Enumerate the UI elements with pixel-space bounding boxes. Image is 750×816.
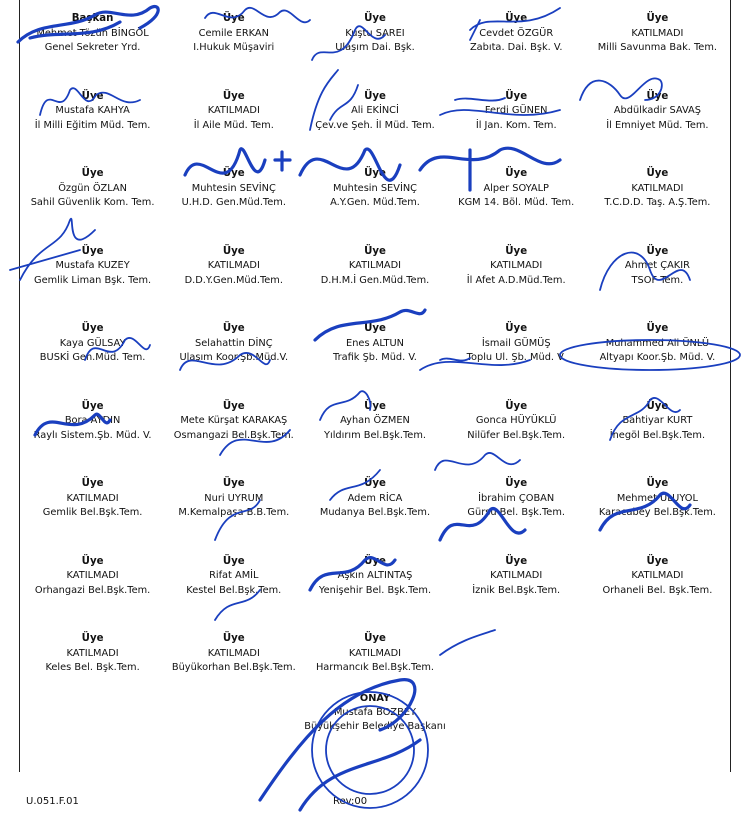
member-title: Ulaşım Koor.Şb.Müd.V. <box>179 352 289 363</box>
member-title: Mudanya Bel.Bşk.Tem. <box>319 507 431 518</box>
member-cell <box>22 90 163 168</box>
member-cell <box>304 322 445 400</box>
member-title: İl Jan. Kom. Tem. <box>475 119 557 131</box>
member-title: İl Emniyet Müd. Tem. <box>606 119 709 131</box>
member-title: Çev.ve Şeh. İl Müd. Tem. <box>315 119 435 131</box>
member-role: Üye <box>364 90 386 102</box>
member-role: Üye <box>81 323 104 334</box>
member-role: Üye <box>364 168 386 179</box>
member-cell <box>22 555 163 633</box>
member-role: Üye <box>646 555 669 567</box>
member-cell <box>587 90 728 168</box>
right-border-line <box>730 0 731 772</box>
member-role: Üye <box>646 478 669 489</box>
member-cell <box>163 245 304 323</box>
member-cell <box>587 167 728 245</box>
member-name: Cemile ERKAN <box>198 27 269 39</box>
member-name: Bora AYDIN <box>64 415 121 426</box>
member-cell <box>163 322 304 400</box>
member-name: KATILMADI <box>207 260 260 271</box>
member-cell <box>587 245 728 323</box>
member-cell <box>163 12 304 90</box>
member-name: Kuştu SAREI <box>345 27 405 39</box>
member-name: KATILMADI <box>207 105 260 116</box>
member-cell <box>163 167 304 245</box>
member-cell <box>587 477 728 555</box>
member-title: Yıldırım Bel.Bşk.Tem. <box>324 429 426 441</box>
member-cell <box>446 400 587 478</box>
member-cell <box>22 632 163 710</box>
member-name: Özgün ÖZLAN <box>58 182 127 194</box>
member-name: Muhammed Ali ÜNLÜ <box>605 337 709 349</box>
member-cell <box>163 555 304 633</box>
member-cell <box>22 400 163 478</box>
member-role: Üye <box>505 13 528 24</box>
member-role: Üye <box>222 478 245 489</box>
member-role: Üye <box>81 245 104 257</box>
member-name: KATILMADI <box>207 647 260 659</box>
member-cell <box>446 167 587 245</box>
member-role: Üye <box>222 13 245 24</box>
member-role: Üye <box>81 555 104 567</box>
member-title: Altyapı Koor.Şb. Müd. V. <box>599 352 716 363</box>
member-title: İl Afet A.D.Müd.Tem. <box>466 274 566 286</box>
member-role: Üye <box>646 168 669 179</box>
member-name: Mete Kürşat KARAKAŞ <box>180 415 288 426</box>
member-title: İl Aile Müd. Tem. <box>193 119 274 131</box>
member-name: Muhtesin SEVİNÇ <box>332 182 418 194</box>
member-title: Sahil Güvenlik Kom. Tem. <box>30 197 155 208</box>
member-role: Üye <box>81 478 104 489</box>
member-role: Üye <box>222 555 245 567</box>
member-role: Üye <box>505 323 528 334</box>
member-name: KATILMADI <box>631 570 684 581</box>
member-title: D.D.Y.Gen.Müd.Tem. <box>184 274 283 286</box>
member-title: Trafik Şb. Müd. V. <box>333 352 417 363</box>
member-name: KATILMADI <box>348 260 402 271</box>
member-role: Üye <box>364 323 386 334</box>
member-name: İsmail GÜMÜŞ <box>481 337 551 349</box>
member-role: Üye <box>222 323 245 334</box>
member-name: KATILMADI <box>631 27 684 39</box>
member-name: Muhtesin SEVİNÇ <box>191 182 276 194</box>
member-role: Üye <box>505 478 528 489</box>
member-title: Milli Savunma Bak. Tem. <box>597 42 717 53</box>
member-cell <box>587 555 728 633</box>
member-cell <box>22 477 163 555</box>
member-cell <box>304 400 445 478</box>
member-title: İl Milli Eğitim Müd. Tem. <box>34 119 151 131</box>
member-title: Gemlik Liman Bşk. Tem. <box>34 274 152 286</box>
member-role: Üye <box>646 323 669 334</box>
member-title: Orhaneli Bel. Bşk.Tem. <box>602 584 713 596</box>
left-border-line <box>19 0 20 772</box>
member-name: KATILMADI <box>348 647 402 659</box>
member-role: Başkan <box>71 13 114 24</box>
member-name: Ferdi GÜNEN <box>484 105 548 116</box>
member-cell <box>304 245 445 323</box>
member-cell <box>163 90 304 168</box>
member-title: Yenişehir Bel. Bşk.Tem. <box>318 584 432 596</box>
member-role: Üye <box>364 400 386 412</box>
member-role: Üye <box>364 555 386 567</box>
member-title: Gemlik Bel.Bşk.Tem. <box>42 507 143 518</box>
member-cell <box>163 400 304 478</box>
member-cell <box>446 555 587 633</box>
member-name: Alper SOYALP <box>483 182 549 194</box>
member-role: Üye <box>505 400 528 412</box>
member-title: BUSKİ Gen.Müd. Tem. <box>39 352 146 363</box>
member-cell <box>22 245 163 323</box>
member-role: Üye <box>222 90 245 102</box>
member-cell <box>446 12 587 90</box>
member-name: Gonca HÜYÜKLÜ <box>475 415 557 426</box>
member-role: Üye <box>364 478 386 489</box>
member-role: Üye <box>646 90 669 102</box>
member-role: Üye <box>364 633 386 644</box>
member-title: Ulaşım Dai. Bşk. <box>335 42 415 53</box>
member-title: İznik Bel.Bşk.Tem. <box>472 584 561 596</box>
member-title: Harmancık Bel.Bşk.Tem. <box>315 662 435 673</box>
member-name: Ali EKİNCİ <box>351 105 399 116</box>
member-cell <box>22 322 163 400</box>
member-name: Adem RİCA <box>347 492 403 504</box>
member-cell <box>446 477 587 555</box>
member-role: Üye <box>646 245 669 257</box>
member-cell <box>304 90 445 168</box>
form-code: U.051.F.01 <box>26 796 79 807</box>
member-name: KATILMADI <box>66 647 119 659</box>
member-cell <box>446 90 587 168</box>
member-name: Selahattin DİNÇ <box>195 337 273 349</box>
member-title: Osmangazi Bel.Bşk.Tem. <box>173 429 294 441</box>
member-name: Rifat AMİL <box>209 570 259 581</box>
member-title: Keles Bel. Bşk.Tem. <box>45 662 140 673</box>
approval-name: Mustafa BOZBEY <box>333 707 417 718</box>
member-name: KATILMADI <box>490 260 543 271</box>
member-role: Üye <box>222 245 245 257</box>
member-name: KATILMADI <box>66 570 119 581</box>
member-cell <box>446 322 587 400</box>
member-role: Üye <box>81 90 104 102</box>
approval-title: Büyükşehir Belediye Başkanı <box>304 721 446 732</box>
member-role: Üye <box>646 13 669 24</box>
member-role: Üye <box>81 168 104 179</box>
member-name: Ahmet ÇAKIR <box>624 260 690 271</box>
member-role: Üye <box>222 168 245 179</box>
member-role: Üye <box>505 168 528 179</box>
member-name: Ayhan ÖZMEN <box>340 415 410 426</box>
member-name: Nuri UYRUM <box>204 492 264 504</box>
member-title: Zabıta. Dai. Bşk. V. <box>469 42 563 53</box>
member-cell <box>22 12 163 90</box>
signature-table <box>22 12 728 710</box>
member-title: Orhangazi Bel.Bşk.Tem. <box>34 584 151 596</box>
member-title: Kestel Bel.Bşk.Tem. <box>186 584 282 596</box>
member-cell <box>587 12 728 90</box>
member-cell <box>163 477 304 555</box>
approval-block <box>230 692 520 734</box>
member-name: Cevdet ÖZGÜR <box>479 27 554 39</box>
member-name: KATILMADI <box>631 182 684 194</box>
member-title: Büyükorhan Bel.Bşk.Tem. <box>171 662 296 673</box>
member-title: T.C.D.D. Taş. A.Ş.Tem. <box>604 197 711 208</box>
member-role: Üye <box>222 400 245 412</box>
member-name: Abdülkadir SAVAŞ <box>613 105 701 116</box>
member-role: Üye <box>81 633 104 644</box>
member-name: İbrahim ÇOBAN <box>478 492 555 504</box>
member-cell <box>304 555 445 633</box>
member-name: Enes ALTUN <box>346 337 404 349</box>
member-title: KGM 14. Böl. Müd. Tem. <box>458 197 575 208</box>
member-cell <box>22 167 163 245</box>
member-title: D.H.M.İ Gen.Müd.Tem. <box>320 274 430 286</box>
member-title: Toplu Ul. Şb. Müd. V. <box>466 352 566 363</box>
member-name: Mustafa KAHYA <box>55 105 130 116</box>
member-role: Üye <box>81 400 104 412</box>
member-title: U.H.D. Gen.Müd.Tem. <box>181 197 286 208</box>
member-name: KATILMADI <box>490 570 543 581</box>
member-role: Üye <box>222 633 245 644</box>
member-role: Üye <box>364 245 386 257</box>
member-name: Kaya GÜLSAY <box>59 337 126 349</box>
member-cell <box>446 245 587 323</box>
member-cell <box>587 322 728 400</box>
member-cell <box>587 400 728 478</box>
member-cell <box>304 12 445 90</box>
member-cell <box>304 477 445 555</box>
member-name: Mehmet ULUYOL <box>616 492 698 504</box>
member-title: A.Y.Gen. Müd.Tem. <box>330 197 420 208</box>
member-role: Üye <box>646 400 669 412</box>
member-title: Genel Sekreter Yrd. <box>44 42 141 53</box>
member-title: Karacabey Bel.Bşk.Tem. <box>598 507 716 518</box>
member-title: TSOF Tem. <box>631 274 684 286</box>
member-title: Raylı Sistem.Şb. Müd. V. <box>33 429 152 441</box>
revision-label: Rev:00 <box>333 796 368 807</box>
member-cell <box>304 167 445 245</box>
member-title: Gürsu Bel. Bşk.Tem. <box>467 507 565 518</box>
member-title: İnegöl Bel.Bşk.Tem. <box>609 429 706 441</box>
member-name: Aşkın ALTINTAŞ <box>337 570 413 581</box>
member-role: Üye <box>505 245 528 257</box>
member-role: Üye <box>505 90 528 102</box>
member-title: I.Hukuk Müşaviri <box>193 42 275 53</box>
member-role: Üye <box>364 13 386 24</box>
member-name: KATILMADI <box>66 492 119 504</box>
approval-label: ONAY <box>359 693 391 704</box>
member-name: Bahtiyar KURT <box>622 415 693 426</box>
member-title: Nilüfer Bel.Bşk.Tem. <box>467 429 566 441</box>
member-name: Mustafa KUZEY <box>55 260 130 271</box>
member-title: M.Kemalpaşa B.B.Tem. <box>178 507 290 518</box>
member-name: Mehmet Tözün BİNGÖL <box>36 27 149 39</box>
member-role: Üye <box>505 555 528 567</box>
